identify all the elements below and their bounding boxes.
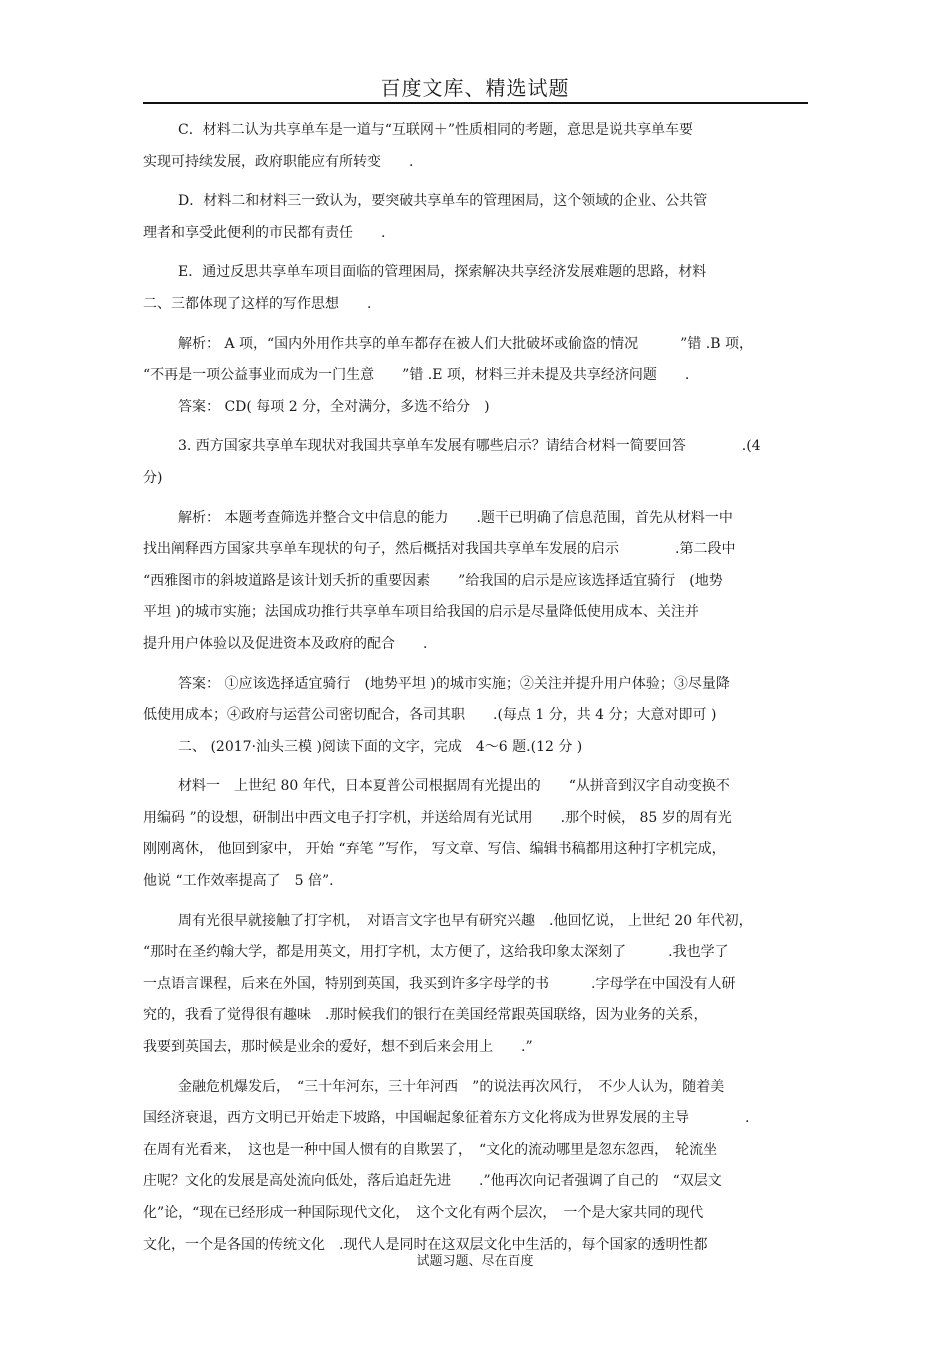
paragraph-gap <box>143 249 808 257</box>
text-line: 究的，我看了觉得很有趣味 .那时候我们的银行在美国经常跟英国联络，因为业务的关系， <box>143 1007 708 1024</box>
text-line: 文化，一个是各国的传统文化 .现代人是同时在这双层文化中生活的，每个国家的透明性都 <box>143 1236 708 1253</box>
text-line: 实现可持续发展，政府职能应有所转变 . <box>143 153 414 170</box>
text-line: C．材料二认为共享单车是一道与“互联网＋”性质相同的考题，意思是说共享单车要 <box>178 122 694 138</box>
document-body <box>143 115 808 1261</box>
paragraph-gap <box>143 495 808 503</box>
text-line: 刚刚离休， 他回到家中， 开始 “弃笔 ”写作， 写文章、写信、编辑书稿都用这种打字机完成， <box>143 841 726 858</box>
text-line: 周有光很早就接触了打字机， 对语言文字也早有研究兴趣 .他回忆说， 上世纪 20 年代初， <box>178 912 753 929</box>
header-rule <box>143 102 808 104</box>
page-footer: 试题习题、尽在百度 <box>416 1254 534 1269</box>
paragraph-gap <box>143 898 808 906</box>
text-line: 国经济衰退，西方文明已开始走下坡路，中国崛起象征着东方文化将成为世界发展的主导 . <box>143 1110 750 1127</box>
text-line: 材料一 上世纪 80 年代，日本夏普公司根据周有光提出的 “从拼音到汉字自动变换不 <box>178 778 730 795</box>
text-line: 庄呢？文化的发展是高处流向低处，落后追赶先进 .”他再次向记者强调了自己的 “双层文 <box>143 1173 722 1190</box>
paragraph-gap <box>143 321 808 329</box>
text-line: 化”论，“现在已经形成一种国际现代文化， 这个文化有两个层次， 一个是大家共同的现代 <box>143 1205 704 1221</box>
text-line: 一点语言课程，后来在外国，特别到英国，我买到许多字母学的书 .字母学在中国没有人研 <box>143 975 736 992</box>
text-line: “那时在圣约翰大学，都是用英文，用打字机，太方便了，这给我印象太深刻了 .我也学了 <box>143 944 729 961</box>
text-line: 二、三都体现了这样的写作思想 . <box>143 295 372 312</box>
text-line: E．通过反思共享单车项目面临的管理困局，探索解决共享经济发展难题的思路，材料 <box>178 264 707 281</box>
paragraph-gap <box>143 661 808 669</box>
text-line: 答案： ①应该选择适宜骑行 (地势平坦 )的城市实施；②关注并提升用户体验；③尽量降 <box>178 675 730 692</box>
text-line: 提升用户体验以及促进资本及政府的配合 . <box>143 635 428 652</box>
paragraph-gap <box>143 1064 808 1072</box>
text-line: 找出阐释西方国家共享单车现状的句子，然后概括对我国共享单车发展的启示 .第二段中 <box>143 541 736 558</box>
text-line: D．材料二和材料三一致认为，要突破共享单车的管理困局，这个领域的企业、公共管 <box>178 193 708 210</box>
text-line: 分) <box>143 469 163 486</box>
text-line: 理者和享受此便利的市民都有责任 . <box>143 224 386 241</box>
text-line: 在周有光看来， 这也是一种中国人惯有的自欺罢了， “文化的流动哪里是忽东忽西， 轮流坐 <box>143 1141 718 1158</box>
text-line: 金融危机爆发后， “三十年河东，三十年河西 ”的说法再次风行， 不少人认为，随着美 <box>178 1078 725 1095</box>
text-line: 低使用成本；④政府与运营公司密切配合，各司其职 .(每点 1 分，共 4 分；大意对即可 ) <box>143 707 717 724</box>
text-line: 解析： A 项，“国内外用作共享的单车都存在被人们大批破坏或偷盗的情况 ”错 .B 项， <box>178 335 753 352</box>
paragraph-gap <box>143 178 808 186</box>
text-line: “西雅图市的斜坡道路是该计划夭折的重要因素 ”给我国的启示是应该选择适宜骑行 (地势 <box>143 572 723 589</box>
paragraph-gap <box>143 423 808 431</box>
text-line: 用编码 ”的设想，研制出中西文电子打字机，并送给周有光试用 .那个时候， 85 岁的周有光 <box>143 809 732 826</box>
text-line: 平坦 )的城市实施；法国成功推行共享单车项目给我国的启示是尽量降低使用成本、关注并 <box>143 604 699 621</box>
text-line: 答案： CD( 每项 2 分，全对满分，多选不给分 ) <box>178 398 490 415</box>
text-line: 他说 “工作效率提高了 5 倍”. <box>143 873 334 890</box>
text-line: 二、 (2017·汕头三模 )阅读下面的文字，完成 4～6 题.(12 分 ) <box>178 738 583 755</box>
paragraph-gap <box>143 763 808 771</box>
page-header-title: 百度文库、精选试题 <box>380 76 570 100</box>
text-line: “不再是一项公益事业而成为一门生意 ”错 .E 项，材料三并未提及共享经济问题 . <box>143 367 690 384</box>
text-line: 3. 西方国家共享单车现状对我国共享单车发展有哪些启示？请结合材料一简要回答 .(4 <box>178 438 761 455</box>
text-line: 我要到英国去，那时候是业余的爱好，想不到后来会用上 .” <box>143 1039 533 1056</box>
text-line: 解析： 本题考查筛选并整合文中信息的能力 .题干已明确了信息范围，首先从材料一中 <box>178 509 733 526</box>
